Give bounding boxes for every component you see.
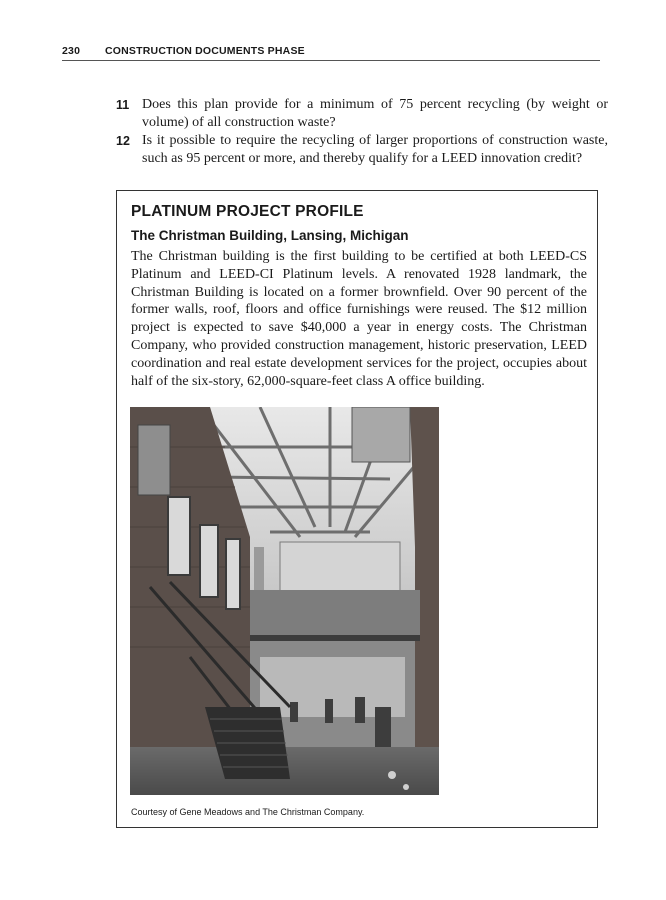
profile-heading: PLATINUM PROJECT PROFILE: [131, 203, 364, 220]
section-title: CONSTRUCTION DOCUMENTS PHASE: [105, 45, 305, 57]
page-number: 230: [62, 45, 81, 57]
question-text: Is it possible to require the recycling of larger proportions of construction waste, such as 95 percent or more, and thereby qualify for a LEED innovation credit?: [142, 133, 608, 166]
photo-caption: Courtesy of Gene Meadows and The Christman Company.: [131, 807, 365, 817]
profile-body-text: The Christman building is the first building to be certified at both LEED-CS Platinum and LEED-CI Platinum levels. A renovated 1928 landmark, the Christman Building is located on a former brownfield. Over 90 percent of the former walls, roof, floors and office furnishings were reused. The $12 million project is expected to save $40,000 a year in energy costs. The Christman Company, who provided construction management, historic preservation, LEED coordination and real estate development services for the project, occupies about half of the six-story, 62,000-square-feet class A office building.: [131, 249, 587, 389]
profile-subheading: The Christman Building, Lansing, Michigan: [131, 228, 409, 243]
checklist-questions: [116, 96, 608, 168]
question-text: Does this plan provide for a minimum of 75 percent recycling (by weight or volume) of all construction waste?: [142, 97, 608, 130]
atrium-photo: [130, 407, 439, 795]
question-item: [116, 96, 608, 132]
running-header: [62, 44, 600, 61]
question-number: 12: [116, 134, 130, 148]
question-item: [116, 132, 608, 168]
project-profile-box: [116, 190, 598, 828]
question-number: 11: [116, 98, 130, 112]
